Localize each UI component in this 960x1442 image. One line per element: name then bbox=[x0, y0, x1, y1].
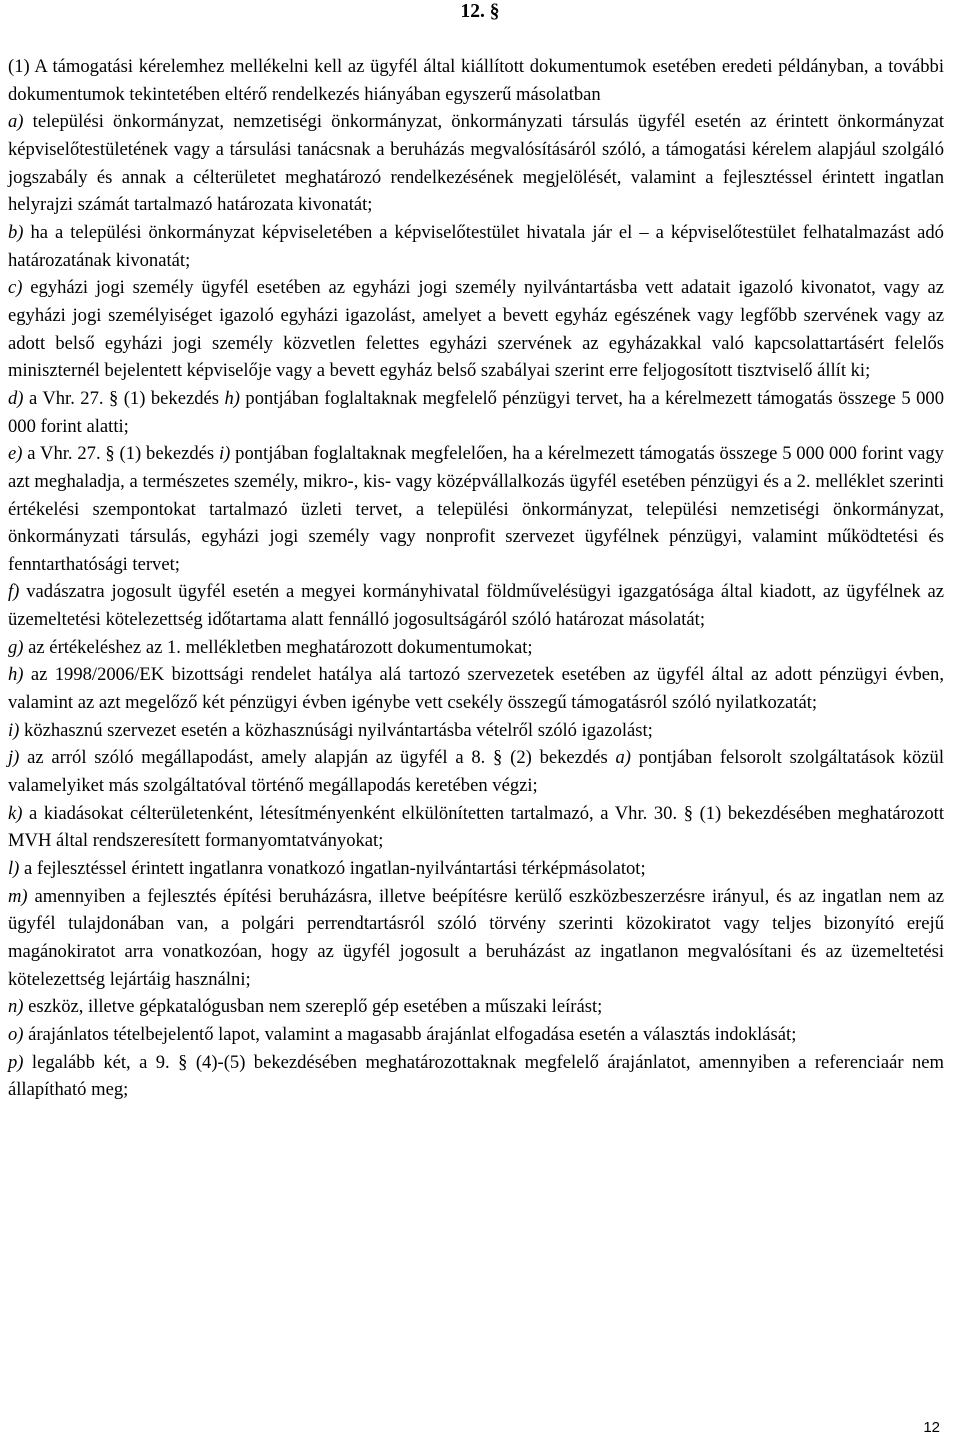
item-text: az értékeléshez az 1. mellékletben meghatározott dokumentumokat; bbox=[28, 636, 533, 658]
item-text: ha a települési önkormányzat képviseletében a képviselőtestület hivatala jár el – a képviselőtestület felhatalmazást adó határozatának kivonatát; bbox=[8, 221, 944, 271]
item-letter: l) bbox=[8, 858, 20, 880]
item-letter: g) bbox=[8, 636, 24, 658]
list-item bbox=[8, 1021, 944, 1049]
item-text: pontjában felsorolt szolgáltatások közül valamelyiket más szolgáltatóval történő megállapodás keretében végzi; bbox=[8, 747, 944, 797]
item-letter: o) bbox=[8, 1023, 24, 1045]
item-reference: i) bbox=[218, 443, 231, 465]
item-letter: h) bbox=[8, 664, 24, 686]
list-item bbox=[8, 634, 944, 662]
item-text: a kiadásokat célterületenként, létesítményenként elkülönítetten tartalmazó, a Vhr. 30. § (1) bekezdésében meghatározott MVH által rendszeresített formanyomtatványokat; bbox=[8, 802, 944, 852]
item-text: közhasznú szervezet esetén a közhasznúsági nyilvántartásba vételről szóló igazolást; bbox=[24, 719, 653, 741]
document-body bbox=[8, 53, 944, 1104]
list-item bbox=[8, 855, 944, 883]
item-text: pontjában foglaltaknak megfelelően, ha a kérelmezett támogatás összege 5 000 000 forint vagy azt meghaladja, a természetes személy, mikro-, kis- vagy középvállalkozás ügyfél esetében pénzügyi és a 2. melléklet szerinti értékelési szempontokat tartalmazó üzleti tervet, a települési önkormányzat, települési nemzetiségi önkormányzat, önkormányzati társulás, egyházi jogi személy vagy nonprofit szervezet ügyfélnek pénzügyi, valamint működtetési és fenntarthatósági tervet; bbox=[8, 443, 944, 575]
list-item bbox=[8, 385, 944, 440]
item-letter: c) bbox=[8, 277, 23, 299]
item-reference: h) bbox=[224, 387, 240, 409]
list-item bbox=[8, 578, 944, 633]
item-letter: p) bbox=[8, 1051, 24, 1073]
item-text: pontjában foglaltaknak megfelelő pénzügyi tervet, ha a kérelmezett támogatás összege 5 000 000 forint alatti; bbox=[8, 387, 944, 437]
item-letter: j) bbox=[8, 747, 20, 769]
list-item bbox=[8, 108, 944, 219]
item-text: települési önkormányzat, nemzetiségi önkormányzat, önkormányzati társulás ügyfél esetén az érintett önkormányzat képviselőtestületének vagy a társulási tanácsnak a beruházás megvalósításáról szóló, a támogatási kérelem alapjául szolgáló jogszabály és annak a célterületet meghatározó rendelkezésének megjelölését, valamint a fejlesztéssel érintett ingatlan helyrajzi számát tartalmazó határozata kivonatát; bbox=[8, 111, 944, 216]
list-item bbox=[8, 993, 944, 1021]
item-letter: i) bbox=[8, 719, 20, 741]
list-item bbox=[8, 661, 944, 716]
item-text: legalább két, a 9. § (4)-(5) bekezdésében meghatározottaknak megfelelő árajánlatot, amennyiben a referenciaár nem állapítható meg; bbox=[8, 1051, 944, 1101]
item-text: amennyiben a fejlesztés építési beruházásra, illetve beépítésre kerülő eszközbeszerzésre irányul, és az ingatlan nem az ügyfél tulajdonában van, a polgári perrendtartásról szóló törvény szerinti közokiratot vagy teljes bizonyító erejű magánokiratot arra vonatkozóan, hogy az ügyfél jogosult a beruházást az ingatlanon megvalósítani és az üzemeltetési kötelezettség lejártáig használni; bbox=[8, 885, 944, 990]
item-text: egyházi jogi személy ügyfél esetében az egyházi jogi személy nyilvántartásba vett adatait igazoló kivonatot, vagy az egyházi jogi személyiséget igazoló egyházi igazolást, amelyet a bevett egyház egészének vagy legfőbb szervének vagy az adott belső egyházi jogi személy közvetlen felettes egyházi szervének az egyházakkal való kapcsolattartásért felelős miniszternél bejelentett képviselője vagy a bevett egyház belső szabályai szerint erre feljogosított tisztviselő állít ki; bbox=[8, 277, 944, 382]
page-number: 12 bbox=[923, 1419, 940, 1436]
item-text: árajánlatos tételbejelentő lapot, valamint a magasabb árajánlat elfogadása esetén a választás indoklását; bbox=[28, 1023, 797, 1045]
list-item bbox=[8, 744, 944, 799]
item-letter: m) bbox=[8, 885, 28, 907]
item-letter: k) bbox=[8, 802, 23, 824]
list-item bbox=[8, 883, 944, 994]
intro-paragraph: (1) A támogatási kérelemhez mellékelni kell az ügyfél által kiállított dokumentumok esetében eredeti példányban, a további dokumentumok tekintetében eltérő rendelkezés hiányában egyszerű másolatban bbox=[8, 56, 944, 105]
list-item bbox=[8, 219, 944, 274]
list-item bbox=[8, 440, 944, 578]
item-text: vadászatra jogosult ügyfél esetén a megyei kormányhivatal földművelésügyi igazgatósága által kiadott, az ügyfélnek az üzemeltetési kötelezettség időtartama alatt fennálló jogosultságáról szóló határozat másolatát; bbox=[8, 581, 944, 631]
item-text: eszköz, illetve gépkatalógusban nem szereplő gép esetében a műszaki leírást; bbox=[28, 996, 603, 1018]
item-letter: d) bbox=[8, 387, 24, 409]
item-reference: a) bbox=[615, 747, 631, 769]
section-heading: 12. § bbox=[460, 1, 500, 22]
list-item bbox=[8, 274, 944, 385]
item-letter: a) bbox=[8, 111, 24, 133]
item-text: a Vhr. 27. § (1) bekezdés bbox=[27, 443, 219, 465]
item-text: a Vhr. 27. § (1) bekezdés bbox=[28, 387, 225, 409]
item-text: az arról szóló megállapodást, amely alapján az ügyfél a 8. § (2) bekezdés bbox=[27, 747, 616, 769]
item-letter: n) bbox=[8, 996, 24, 1018]
item-list bbox=[8, 108, 944, 1104]
list-item bbox=[8, 1049, 944, 1104]
list-item bbox=[8, 717, 944, 745]
item-text: a fejlesztéssel érintett ingatlanra vonatkozó ingatlan-nyilvántartási térképmásolatot; bbox=[24, 858, 646, 880]
list-item bbox=[8, 800, 944, 855]
item-text: az 1998/2006/EK bizottsági rendelet hatálya alá tartozó szervezetek esetében az ügyfél által az adott pénzügyi évben, valamint az azt megelőző két pénzügyi évben igénybe vett csekély összegű támogatásról szóló nyilatkozatát; bbox=[8, 664, 944, 714]
item-letter: b) bbox=[8, 221, 24, 243]
item-letter: f) bbox=[8, 581, 20, 603]
item-letter: e) bbox=[8, 443, 23, 465]
